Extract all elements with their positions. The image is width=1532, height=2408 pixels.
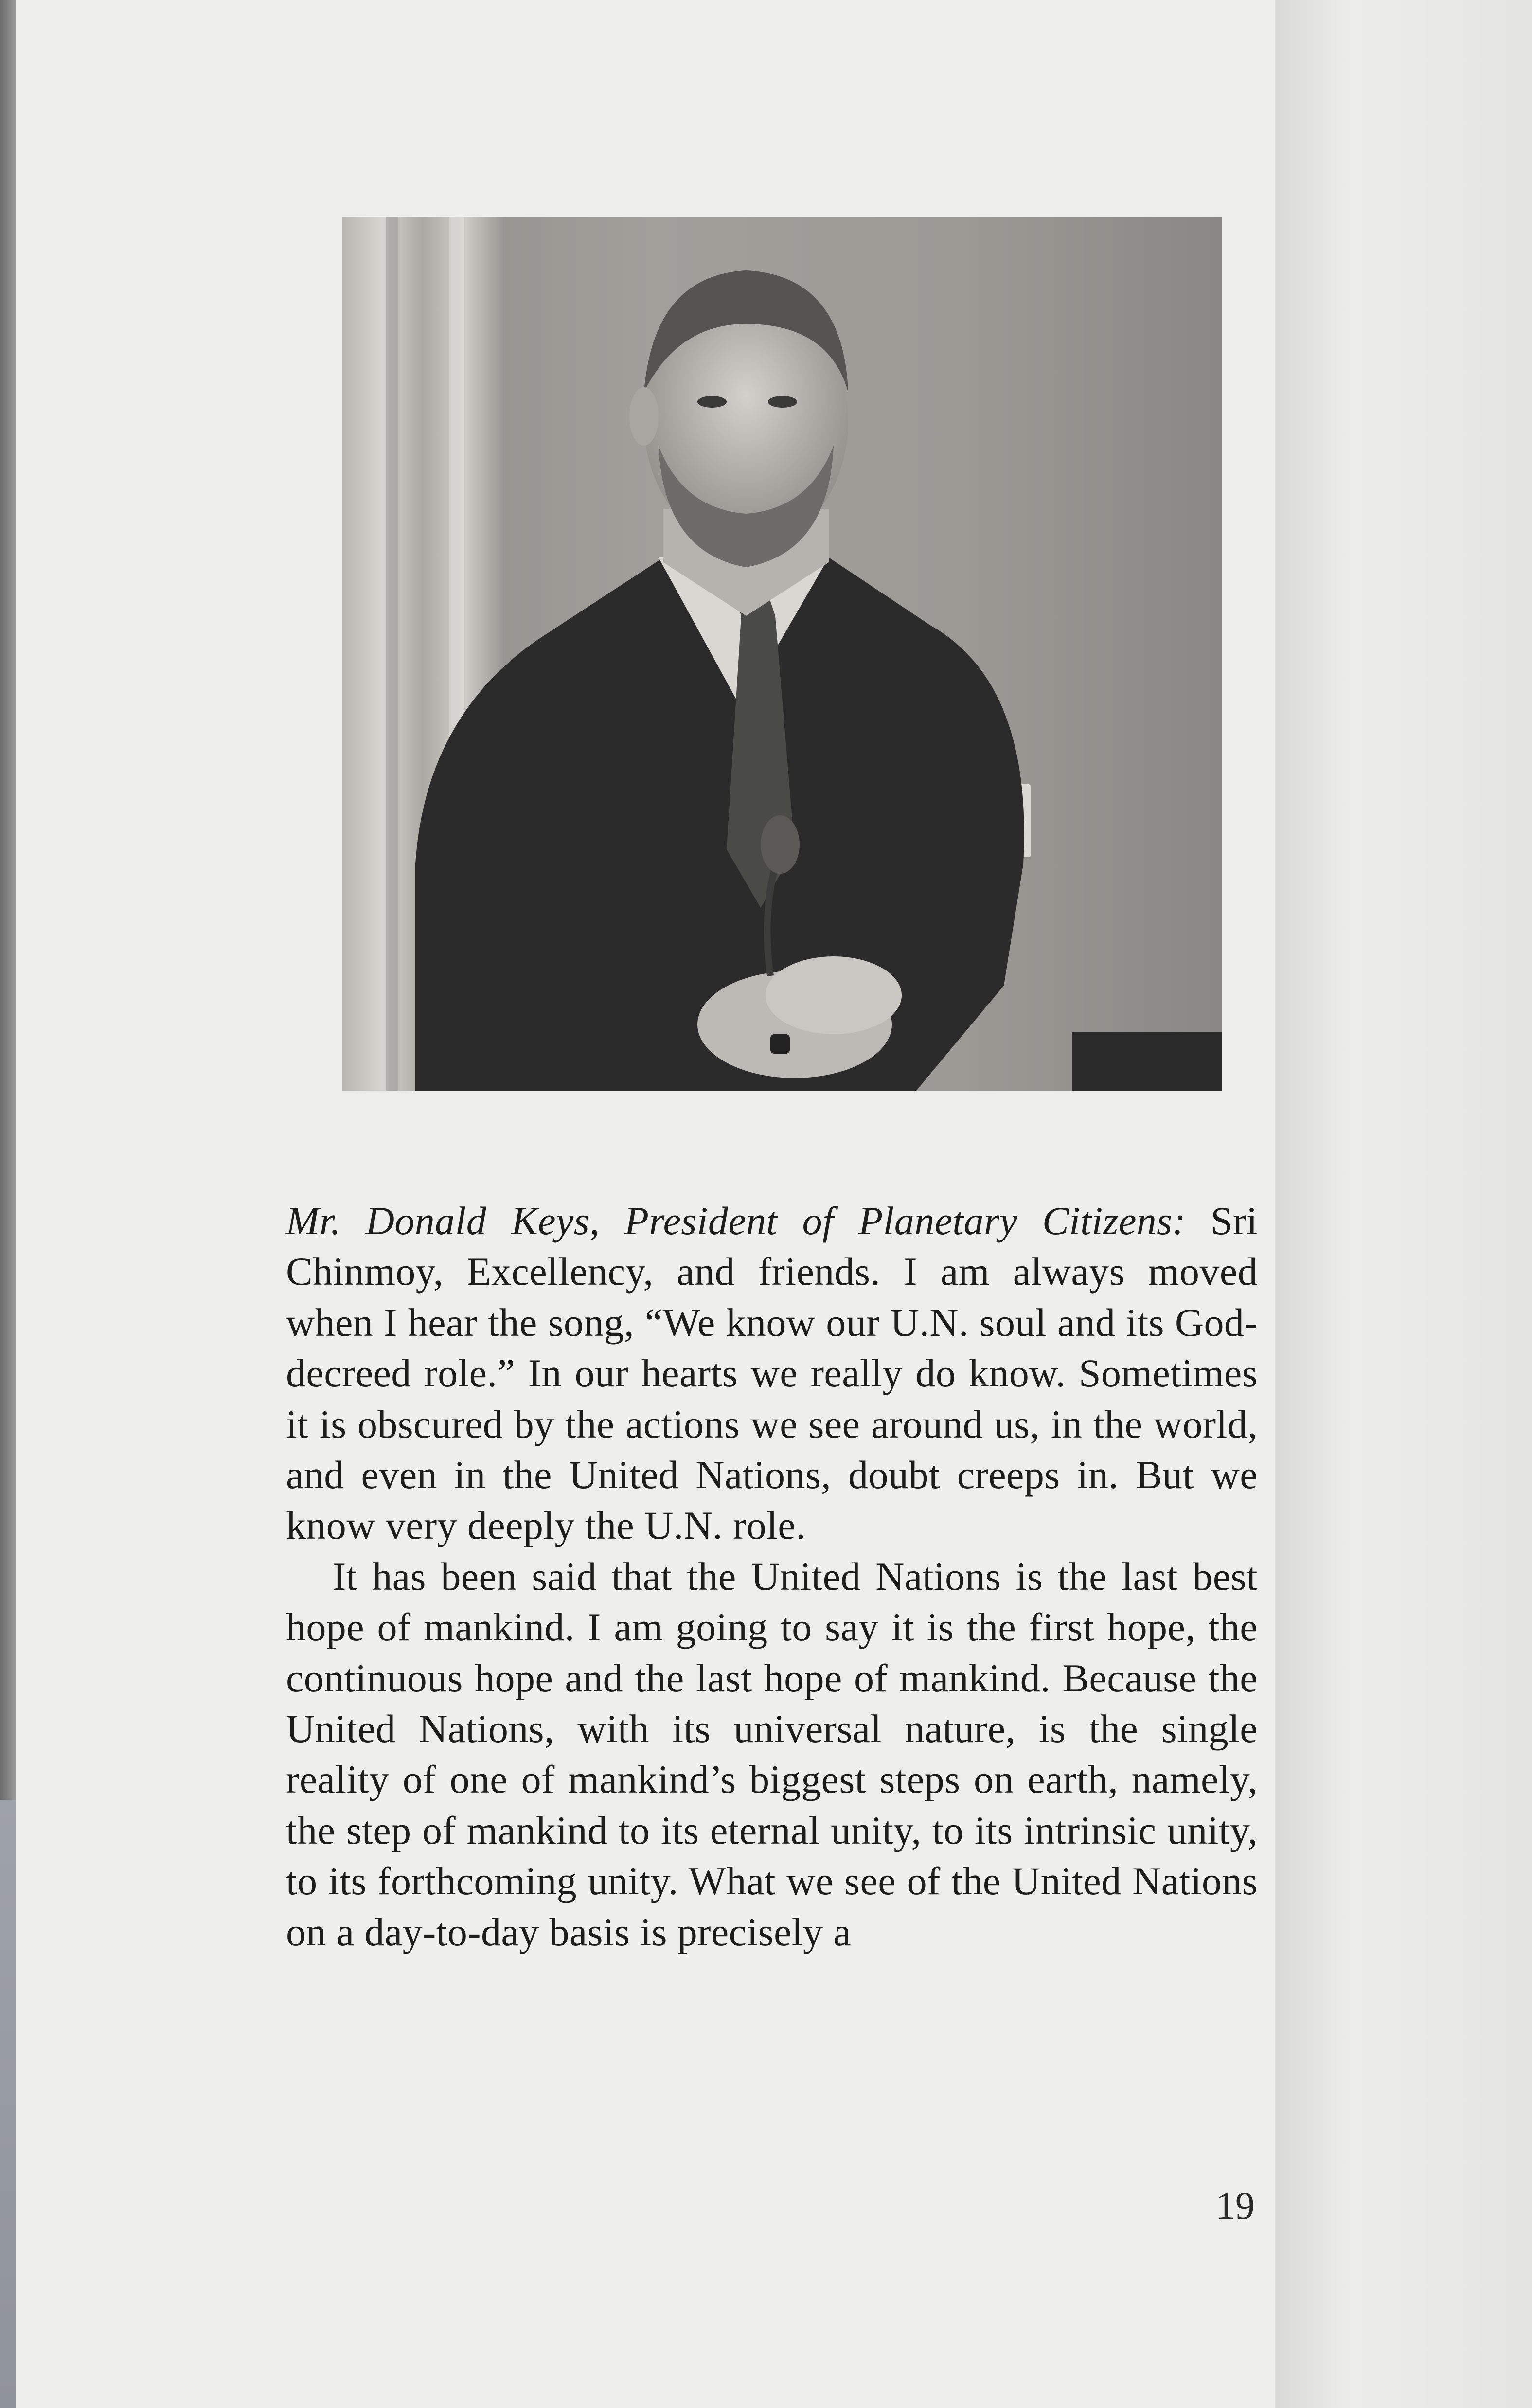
- page-shadow-right: [1275, 0, 1532, 2408]
- article-body: [286, 1196, 1258, 1958]
- speaker-name: Mr. Donald Keys, President of Planetary Citizens:: [286, 1199, 1186, 1243]
- page-number: 19: [1216, 2185, 1255, 2228]
- portrait-photo: [342, 217, 1222, 1091]
- portrait-illustration: [342, 217, 1222, 1091]
- paragraph-2: [286, 1551, 1258, 1958]
- paragraph-text: Sri Chinmoy, Excellency, and friends. I am always moved when I hear the song, “We know our U.N. soul and its God-decreed role.” In our hearts we really do know. Sometimes it is obscured by the actions we see around us, in the world, and even in the United Nations, doubt creeps in. But we know very deeply the U.N. role.: [286, 1199, 1258, 1548]
- paragraph-1: [286, 1196, 1258, 1551]
- paragraph-text: It has been said that the United Nations is the last best hope of mankind. I am going to say it is the first hope, the continuous hope and the last hope of mankind. Because the United Nations, with its universal nature, is the single reality of one of mankind’s biggest steps on earth, namely, the step of mankind to its eternal unity, to its intrinsic unity, to its forthcoming unity. What we see of the United Nations on a day-to-day basis is precisely a: [286, 1554, 1258, 1954]
